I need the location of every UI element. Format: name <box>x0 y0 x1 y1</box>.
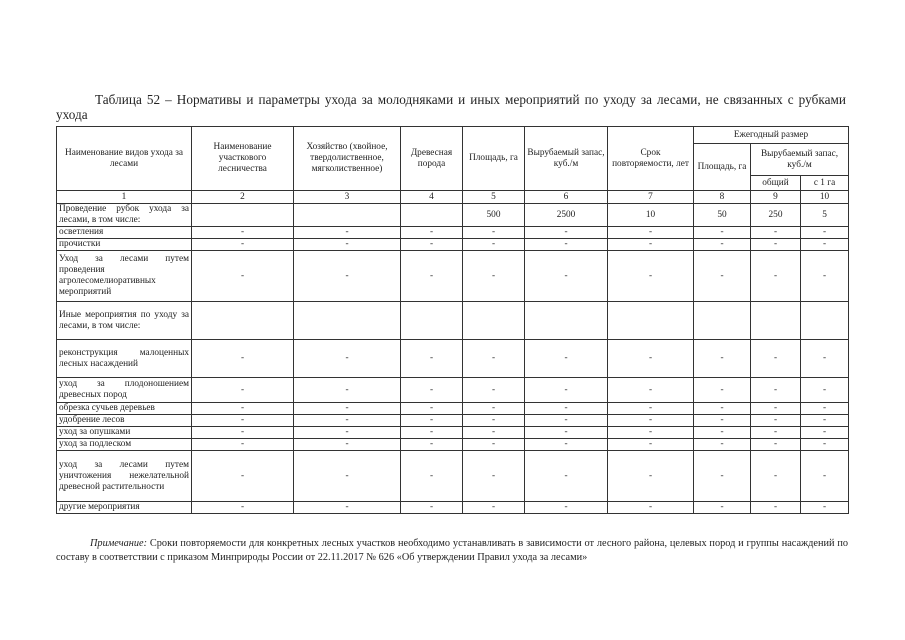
row-value: - <box>525 251 608 302</box>
header-volume: Вырубаемый запас, куб./м <box>525 127 608 191</box>
row-value: 2500 <box>525 204 608 227</box>
column-number: 4 <box>401 191 463 204</box>
row-value: - <box>463 251 525 302</box>
column-number: 10 <box>801 191 849 204</box>
row-value: - <box>192 502 294 514</box>
row-value: - <box>801 251 849 302</box>
column-number: 7 <box>608 191 694 204</box>
row-value: - <box>192 227 294 239</box>
row-value: - <box>192 439 294 451</box>
row-value: - <box>463 227 525 239</box>
table-row <box>57 439 849 451</box>
header-total: общий <box>751 176 801 191</box>
row-label: уход за опушками <box>57 427 192 439</box>
row-value: - <box>751 427 801 439</box>
row-value: 10 <box>608 204 694 227</box>
row-value <box>608 302 694 340</box>
row-value <box>751 302 801 340</box>
row-value: - <box>401 415 463 427</box>
row-value <box>192 302 294 340</box>
row-value: - <box>192 403 294 415</box>
row-value: - <box>801 227 849 239</box>
row-value: - <box>294 227 401 239</box>
row-value <box>192 204 294 227</box>
row-value: - <box>801 415 849 427</box>
row-value: - <box>463 439 525 451</box>
row-label: осветления <box>57 227 192 239</box>
footnote <box>56 537 848 565</box>
row-value: - <box>401 439 463 451</box>
row-value: - <box>463 502 525 514</box>
header-economy: Хозяйство (хвойное, твердолиственное, мягколиственное) <box>294 127 401 191</box>
table-row <box>57 378 849 403</box>
row-value: - <box>608 227 694 239</box>
row-value: - <box>694 451 751 502</box>
header-type-of-care: Наименование видов ухода за лесами <box>57 127 192 191</box>
row-value: - <box>294 251 401 302</box>
row-value: - <box>401 251 463 302</box>
row-value: - <box>751 439 801 451</box>
row-value: - <box>608 427 694 439</box>
footnote-label: Примечание: <box>90 538 148 549</box>
row-value: - <box>751 403 801 415</box>
row-value: - <box>192 340 294 378</box>
row-value: - <box>525 427 608 439</box>
row-value: - <box>401 239 463 251</box>
row-value: - <box>694 239 751 251</box>
row-value: - <box>801 427 849 439</box>
table-row <box>57 415 849 427</box>
header-annual: Ежегодный размер <box>694 127 849 144</box>
row-value: - <box>525 502 608 514</box>
row-value: - <box>525 415 608 427</box>
table-row <box>57 227 849 239</box>
row-value: - <box>401 403 463 415</box>
row-value: - <box>401 227 463 239</box>
row-value: - <box>294 502 401 514</box>
header-period: Срок повторяемости, лет <box>608 127 694 191</box>
row-value: - <box>294 415 401 427</box>
header-annual-volume: Вырубаемый запас, куб./м <box>751 144 849 176</box>
row-value: - <box>192 451 294 502</box>
row-value: - <box>463 378 525 403</box>
row-value: - <box>801 378 849 403</box>
row-label: реконструкция малоценных лесных насаждений <box>57 340 192 378</box>
row-label: обрезка сучьев деревьев <box>57 403 192 415</box>
row-value: - <box>401 378 463 403</box>
row-value <box>463 302 525 340</box>
row-value: - <box>294 340 401 378</box>
row-value: - <box>694 403 751 415</box>
row-value: 500 <box>463 204 525 227</box>
row-value: - <box>294 239 401 251</box>
row-value: 50 <box>694 204 751 227</box>
row-label: Проведение рубок ухода за лесами, в том числе: <box>57 204 192 227</box>
header-area: Площадь, га <box>463 127 525 191</box>
row-value <box>294 302 401 340</box>
footnote-text: Сроки повторяемости для конкретных лесных участков необходимо устанавливать в зависимости от лесного района, целевых пород и группы насаждений по составу в соответствии с приказом Минприроды России от 22.11.2017 № 626 «Об утверждении Правил ухода за лесами» <box>56 538 848 563</box>
row-label: уход за подлеском <box>57 439 192 451</box>
row-value: - <box>463 415 525 427</box>
row-value: - <box>525 378 608 403</box>
row-value: - <box>192 427 294 439</box>
row-value: - <box>525 439 608 451</box>
row-value: - <box>608 439 694 451</box>
row-value: - <box>751 239 801 251</box>
row-value: - <box>801 502 849 514</box>
column-number: 5 <box>463 191 525 204</box>
table-row <box>57 340 849 378</box>
column-number: 1 <box>57 191 192 204</box>
header-forestry: Наименование участкового лесничества <box>192 127 294 191</box>
row-value: - <box>192 415 294 427</box>
row-value: - <box>694 427 751 439</box>
row-value: - <box>694 502 751 514</box>
row-value: - <box>463 340 525 378</box>
row-label: другие мероприятия <box>57 502 192 514</box>
row-value: - <box>463 403 525 415</box>
row-label: прочистки <box>57 239 192 251</box>
row-value: - <box>751 251 801 302</box>
row-label: Уход за лесами путем проведения агролесомелиоративных мероприятий <box>57 251 192 302</box>
row-value: - <box>525 451 608 502</box>
row-value: - <box>694 340 751 378</box>
row-value: - <box>801 340 849 378</box>
column-number: 9 <box>751 191 801 204</box>
row-value: 250 <box>751 204 801 227</box>
row-value: - <box>694 227 751 239</box>
row-value: - <box>401 502 463 514</box>
page-title: Таблица 52 – Нормативы и параметры ухода за молодняками и иных мероприятий по уходу за лесами, не связанных с рубками ухода <box>56 92 846 122</box>
row-value: - <box>608 239 694 251</box>
row-value: - <box>801 403 849 415</box>
row-value: - <box>751 378 801 403</box>
row-value: - <box>751 451 801 502</box>
row-value: - <box>525 340 608 378</box>
row-value: - <box>294 427 401 439</box>
table-row <box>57 302 849 340</box>
row-value <box>801 302 849 340</box>
row-value: - <box>608 251 694 302</box>
row-value: - <box>608 451 694 502</box>
row-value: - <box>694 415 751 427</box>
row-value: - <box>608 415 694 427</box>
row-value: 5 <box>801 204 849 227</box>
row-label: удобрение лесов <box>57 415 192 427</box>
row-value: - <box>608 403 694 415</box>
row-value <box>694 302 751 340</box>
norms-table <box>56 126 849 514</box>
row-value: - <box>401 451 463 502</box>
column-number: 2 <box>192 191 294 204</box>
row-value: - <box>294 451 401 502</box>
column-numbers-row <box>57 191 849 204</box>
table-row <box>57 451 849 502</box>
row-value: - <box>751 502 801 514</box>
row-value: - <box>751 340 801 378</box>
column-number: 6 <box>525 191 608 204</box>
row-value <box>401 302 463 340</box>
row-value: - <box>463 239 525 251</box>
table-row <box>57 239 849 251</box>
row-value: - <box>525 403 608 415</box>
row-value: - <box>192 378 294 403</box>
row-value: - <box>751 415 801 427</box>
row-value: - <box>401 427 463 439</box>
table-row <box>57 403 849 415</box>
header-species: Древесная порода <box>401 127 463 191</box>
row-value: - <box>463 451 525 502</box>
row-label: уход за плодоношением древесных пород <box>57 378 192 403</box>
row-value: - <box>192 251 294 302</box>
table-row <box>57 251 849 302</box>
table-row <box>57 204 849 227</box>
row-value <box>525 302 608 340</box>
row-value <box>401 204 463 227</box>
row-value: - <box>694 251 751 302</box>
header-per-ha: с 1 га <box>801 176 849 191</box>
row-value: - <box>694 439 751 451</box>
row-value: - <box>525 227 608 239</box>
row-value: - <box>751 227 801 239</box>
row-value: - <box>294 403 401 415</box>
row-label: уход за лесами путем уничтожения нежелательной древесной растительности <box>57 451 192 502</box>
header-annual-area: Площадь, га <box>694 144 751 191</box>
row-value: - <box>294 378 401 403</box>
row-label: Иные мероприятия по уходу за лесами, в том числе: <box>57 302 192 340</box>
row-value: - <box>525 239 608 251</box>
row-value: - <box>801 439 849 451</box>
table-row <box>57 427 849 439</box>
row-value: - <box>608 340 694 378</box>
table-row <box>57 502 849 514</box>
row-value: - <box>801 451 849 502</box>
row-value: - <box>801 239 849 251</box>
column-number: 8 <box>694 191 751 204</box>
column-number: 3 <box>294 191 401 204</box>
row-value <box>294 204 401 227</box>
row-value: - <box>192 239 294 251</box>
row-value: - <box>608 378 694 403</box>
row-value: - <box>608 502 694 514</box>
row-value: - <box>401 340 463 378</box>
row-value: - <box>694 378 751 403</box>
row-value: - <box>294 439 401 451</box>
row-value: - <box>463 427 525 439</box>
